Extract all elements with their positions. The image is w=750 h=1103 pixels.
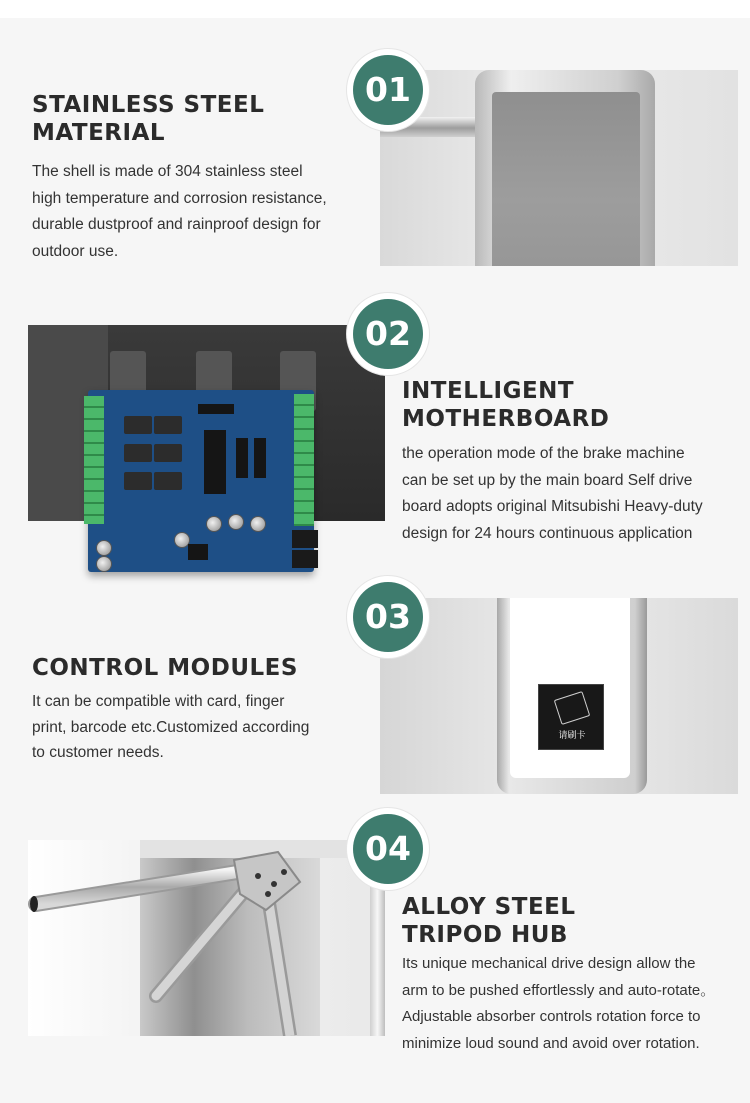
- feature-04-title-line2: TRIPOD HUB: [402, 922, 568, 948]
- feature-03-line: to customer needs.: [32, 744, 164, 761]
- card-reader-label: 请刷卡: [558, 731, 586, 741]
- feature-04-number: 04: [353, 814, 423, 884]
- feature-04-line: arm to be pushed effortlessly and auto-rotate。: [402, 981, 716, 999]
- capacitor: [96, 540, 112, 556]
- steel-panel: [492, 92, 640, 266]
- relay: [124, 472, 152, 490]
- card-reader: [538, 684, 604, 750]
- arm-end-cap: [30, 896, 38, 912]
- feature-04-badge: [347, 808, 429, 890]
- feature-01-line: outdoor use.: [32, 242, 119, 260]
- feature-02-title-line2: MOTHERBOARD: [402, 406, 610, 432]
- capacitor: [250, 516, 266, 532]
- feature-01-badge: [347, 49, 429, 131]
- feature-04-title-line1: ALLOY STEEL: [402, 894, 576, 920]
- card-swipe-icon: [554, 691, 591, 725]
- capacitor: [206, 516, 222, 532]
- microcontroller-chip: [204, 430, 226, 494]
- feature-04-description: [402, 951, 715, 1057]
- regulator-chip: [188, 544, 208, 560]
- feature-01-line: durable dustproof and rainproof design for: [32, 216, 321, 233]
- terminal-block-right: [294, 394, 314, 526]
- hub-bolt: [265, 891, 271, 897]
- hub-bolt: [271, 881, 277, 887]
- feature-02-title-line1: INTELLIGENT: [402, 378, 575, 404]
- top-strip: [0, 0, 750, 18]
- relay: [124, 416, 152, 434]
- feature-01-title-line2: MATERIAL: [32, 120, 166, 146]
- tripod-arm: [156, 880, 254, 996]
- feature-04-line: Its unique mechanical drive design allow the: [402, 955, 696, 972]
- feature-01-line: high temperature and corrosion resistance,: [32, 189, 327, 207]
- motherboard-pcb: [88, 390, 314, 572]
- ic-chip: [254, 438, 266, 478]
- feature-04-title: [402, 893, 576, 949]
- relay: [154, 472, 182, 490]
- feature-02-number: 02: [353, 299, 423, 369]
- power-terminal: [292, 550, 318, 568]
- feature-01-title-line1: STAINLESS STEEL: [32, 92, 265, 118]
- feature-02-line: the operation mode of the brake machine: [402, 445, 685, 462]
- feature-01-title: [32, 91, 264, 147]
- feature-03-title-line1: CONTROL MODULES: [32, 655, 298, 681]
- ic-chip: [236, 438, 248, 478]
- feature-03-description: [32, 689, 309, 766]
- relay: [124, 444, 152, 462]
- feature-02-description: [402, 441, 703, 547]
- control-module-photo: [380, 598, 738, 794]
- feature-03-line: print, barcode etc.Customized according: [32, 718, 310, 736]
- feature-03-line: It can be compatible with card, finger: [32, 693, 285, 710]
- feature-02-line: board adopts original Mitsubishi Heavy-duty: [402, 498, 703, 515]
- feature-02-line: design for 24 hours continuous application: [402, 524, 693, 542]
- power-terminal: [292, 530, 318, 548]
- feature-01-number: 01: [353, 55, 423, 125]
- feature-02-title: [402, 377, 609, 433]
- relay: [154, 444, 182, 462]
- tripod-hub-photo: [28, 840, 385, 1036]
- feature-04-line: minimize loud sound and avoid over rotation.: [402, 1034, 700, 1052]
- tripod-arms: [28, 840, 385, 1036]
- stainless-steel-photo: [380, 70, 738, 266]
- feature-03-badge: [347, 576, 429, 658]
- hub-bolt: [255, 873, 261, 879]
- relay: [154, 416, 182, 434]
- feature-01-line: The shell is made of 304 stainless steel: [32, 163, 303, 180]
- feature-02-line: can be set up by the main board Self drive: [402, 471, 693, 489]
- feature-01-description: [32, 159, 327, 265]
- hub-bolt: [281, 869, 287, 875]
- tripod-arm: [36, 870, 250, 904]
- feature-03-number: 03: [353, 582, 423, 652]
- terminal-block-left: [84, 396, 104, 524]
- feature-02-badge: [347, 293, 429, 375]
- feature-03-title: [32, 654, 298, 682]
- capacitor: [228, 514, 244, 530]
- capacitor: [96, 556, 112, 572]
- header-pins: [198, 404, 234, 414]
- feature-04-line: Adjustable absorber controls rotation force to: [402, 1008, 701, 1025]
